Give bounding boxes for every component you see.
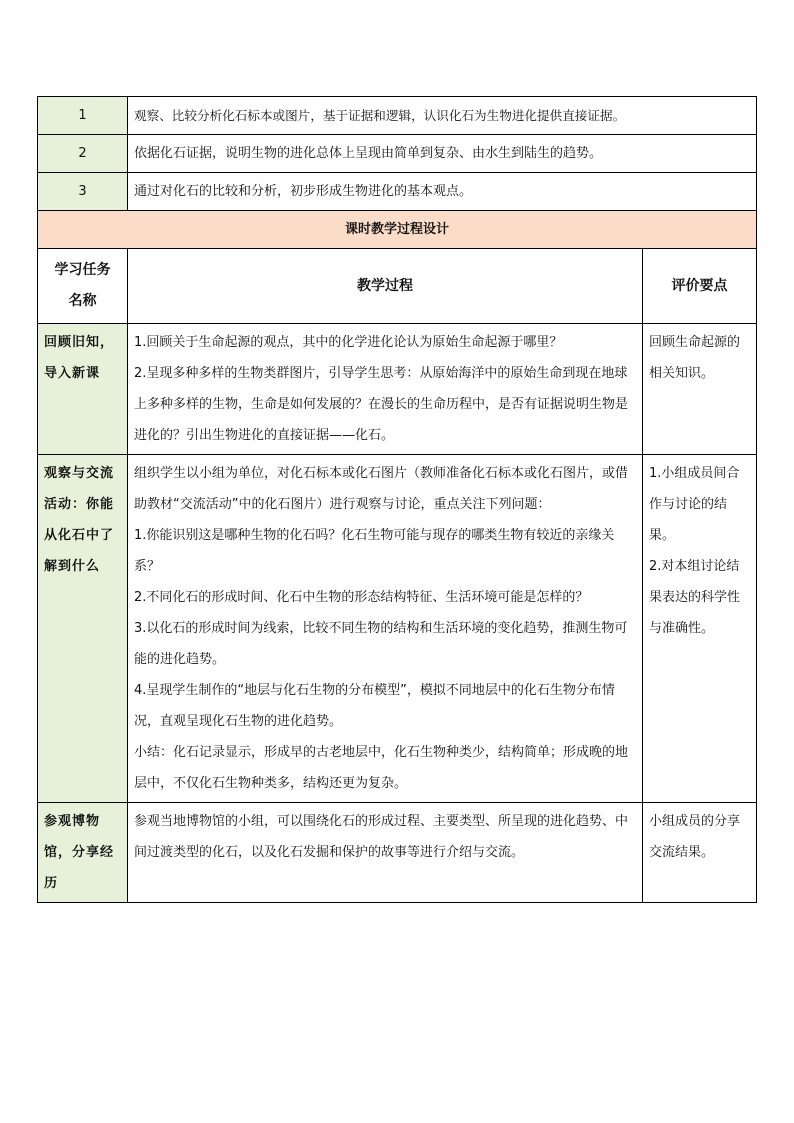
objective-text: 观察、比较分析化石标本或图片，基于证据和逻辑，认识化石为生物进化提供直接证据。 [128, 97, 757, 135]
process-cell [128, 803, 643, 903]
process-paragraph: 4.呈现学生制作的“地层与化石生物的分布模型”，模拟不同地层中的化石生物分布情况，直观呈现化石生物的进化趋势。 [134, 683, 615, 729]
column-header-row [38, 249, 757, 324]
lesson-row [38, 455, 757, 803]
objective-text: 依据化石证据，说明生物的进化总体上呈现由简单到复杂、由水生到陆生的趋势。 [128, 135, 757, 173]
evaluation-cell [643, 455, 757, 803]
process-paragraph: 1.回顾关于生命起源的观点，其中的化学进化论认为原始生命起源于哪里？ [134, 335, 563, 350]
evaluation-paragraph: 2.对本组讨论结果表达的科学性与准确性。 [649, 559, 741, 636]
process-paragraph: 2.呈现多种多样的生物类群图片，引导学生思考：从原始海洋中的原始生命到现在地球上多种多样的生物，生命是如何发展的？在漫长的生命历程中，是否有证据说明生物是进化的？引出生物进化的直接证据——化石。 [134, 366, 629, 443]
objective-number: 1 [38, 97, 128, 135]
task-header-line: 名称 [68, 293, 97, 309]
process-paragraph: 小结：化石记录显示，形成早的古老地层中，化石生物种类少，结构简单；形成晚的地层中，不仅化石生物种类多，结构还更为复杂。 [134, 745, 629, 791]
lesson-row [38, 803, 757, 903]
lesson-plan-table [37, 96, 757, 903]
process-cell [128, 455, 643, 803]
evaluation-paragraph: 回顾生命起源的相关知识。 [649, 335, 741, 381]
evaluation-cell [643, 324, 757, 455]
process-cell [128, 324, 643, 455]
objective-row [38, 97, 757, 135]
evaluation-paragraph: 1.小组成员间合作与讨论的结果。 [649, 466, 740, 543]
objective-row [38, 173, 757, 211]
task-name: 参观博物馆，分享经历 [38, 803, 128, 903]
objective-number: 2 [38, 135, 128, 173]
task-name: 观察与交流活动：你能从化石中了解到什么 [38, 455, 128, 803]
task-name-header [38, 249, 128, 324]
process-paragraph: 2.不同化石的形成时间、化石中生物的形态结构特征、生活环境可能是怎样的？ [134, 590, 589, 605]
section-title-row [38, 211, 757, 249]
task-name: 回顾旧知，导入新课 [38, 324, 128, 455]
objective-text: 通过对化石的比较和分析，初步形成生物进化的基本观点。 [128, 173, 757, 211]
section-title: 课时教学过程设计 [38, 211, 757, 249]
process-paragraph: 参观当地博物馆的小组，可以围绕化石的形成过程、主要类型、所呈现的进化趋势、中间过渡类型的化石，以及化石发掘和保护的故事等进行介绍与交流。 [134, 814, 629, 860]
process-header: 教学过程 [128, 249, 643, 324]
task-header-line: 学习任务 [54, 262, 111, 278]
process-paragraph: 组织学生以小组为单位，对化石标本或化石图片（教师准备化石标本或化石图片，或借助教材“交流活动”中的化石图片）进行观察与讨论，重点关注下列问题： [134, 466, 629, 512]
evaluation-cell [643, 803, 757, 903]
objective-row [38, 135, 757, 173]
objective-number: 3 [38, 173, 128, 211]
lesson-row [38, 324, 757, 455]
evaluation-header: 评价要点 [643, 249, 757, 324]
process-paragraph: 3.以化石的形成时间为线索，比较不同生物的结构和生活环境的变化趋势，推测生物可能的进化趋势。 [134, 621, 628, 667]
evaluation-paragraph: 小组成员的分享交流结果。 [649, 814, 741, 860]
process-paragraph: 1.你能识别这是哪种生物的化石吗？化石生物可能与现存的哪类生物有较近的亲缘关系？ [134, 528, 615, 574]
